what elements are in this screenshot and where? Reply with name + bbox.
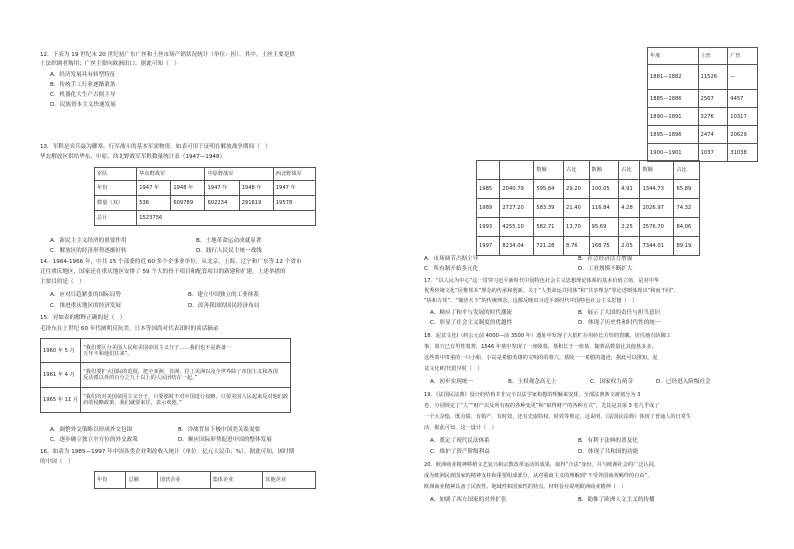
q13-year-cell: 1948 年 (171, 181, 205, 196)
q17-option-a: A．顺应了和平与发展的时代潮流 (430, 310, 513, 316)
silk-period-cell: 1895—1896 (648, 126, 699, 144)
q14-option-a: A．应对日趋紧张的国际局势 (50, 292, 121, 298)
q19-stem-line2: 卷，分别规定了“人”“财产以及所有权的各种变更”和“取得财产的各种方式”，尤其是其第 3 卷几乎成了 (424, 403, 660, 409)
income-total: 8234.04 (500, 237, 534, 256)
q13-count-cell: 19578 (273, 196, 315, 211)
q18-stem-line1: 18．泥盆文化Ⅰ（约公元前 4000—前 3500 年）遗址中发现了大批贮存用砖长方形的窖藏，居住地有防御工 (424, 333, 671, 339)
q18-stem-line2: 事，墓穴已有男性墓葬，1546 年墓中发现了一座陵墓，墓积长于一座墓，随葬品数量比其他墓多多， (424, 344, 657, 350)
income-cell: 100.05 (589, 180, 619, 199)
q15-quote-line: “我们的对美国帝国主义分子，只要那时不对中国进行侵略，只要美国人民起来反对他们政 (83, 394, 289, 400)
q20-option-a: A．加剧了西方国家的对外扩张 (430, 497, 507, 503)
q15-option-d: D．顺应国际形势促进中国的整体发展 (178, 437, 272, 443)
q15-option-c: C．逐步确立独立全方位的外交政策 (50, 437, 138, 443)
q13-count-label: 数量（双） (95, 196, 137, 211)
income-th-blank (500, 161, 534, 180)
income-th-share: 占比 (619, 161, 640, 180)
silk-guangsi-cell: — (728, 65, 758, 90)
q17-stem-line2: 优秀传统文化“民惟邦本”理念的传承和创新。关于“人类命运共同体”和“共享理念”等论述则体现出“和而不同”、 (424, 288, 679, 294)
q12-option-b: B．传统手工行业逐渐萧条 (50, 82, 116, 88)
silk-th-guangsi: 广丝 (728, 48, 758, 65)
income-cell: 65.89 (674, 180, 700, 199)
q15-stem-line1: 15．对如表的解释正确的是（ ） (40, 315, 126, 321)
q13-year-cell: 1948 年 (239, 181, 273, 196)
q18-option-a: A．初步实现统一 (430, 379, 473, 385)
q19-option-c: C．维护了资产阶级利益 (430, 449, 490, 455)
q15-quote-line: 万年不和他们往来”。 (83, 350, 133, 357)
q17-stem-line3: “协和万邦”、“兼济天下”的传统理念，这都反映出习近平新时代中国特色社会主义思想（ ） (424, 298, 638, 304)
q13-year-cell: 1947 年 (273, 181, 315, 196)
q15-quote-cell (81, 388, 291, 413)
q13-th-east: 华东野战军 (137, 168, 205, 181)
income-th-amount: 数额 (640, 161, 674, 180)
q13-count-cell: 602234 (205, 196, 239, 211)
silk-trade-table (647, 47, 758, 162)
income-cell: 583.39 (534, 199, 564, 218)
q13-table-caption: 华北解放区供给华东、中原、西北野战军军鞋数量统计表（1947—1948） (40, 154, 226, 160)
income-cell: 2026.97 (640, 199, 674, 218)
income-cell: 8.76 (564, 237, 589, 256)
q16-stem-line1: 16．如表为 1985—1997 年中国各类企业利改收入统计（单位：亿元人民币；%）。据此可知，该时期 (40, 449, 295, 455)
q18-option-b: B．王权观念高无上 (508, 379, 557, 385)
q15-quote-line: “我们要扩大国际的范围，把全亚洲、非洲、拉丁美洲以及全世界除了帝国主义和各国 (83, 369, 278, 375)
q13-th-central: 中原野战军 (205, 168, 273, 181)
q16-income-table-header (94, 471, 316, 489)
q13-total-label: 总计 (95, 211, 137, 226)
q18-stem-line3: 这些墓中贵重的一只小船，小岛是希腊英雄的文明的的墓穴。墓陵一一希腊的遗迹，据此可以推知，泥 (424, 355, 658, 361)
q12-stem-line1: 12．下表为 19 世纪末 20 世纪初广东广丝和土丝市场产销状况统计（单位：担）。其中，土丝主要是供 (40, 52, 296, 58)
income-th-amount: 数额 (534, 161, 564, 180)
q14-stem-line1: 14．1964-1966 年，中共 15 个部委的近 60 多个企事业单位，从北京、上海、辽宁和广东等 12 个省市 (40, 259, 302, 265)
income-th-share: 占比 (564, 161, 589, 180)
silk-period-cell: 1885—1886 (648, 90, 699, 108)
income-cell: 4.91 (619, 180, 640, 199)
income-total: 2727.20 (500, 199, 534, 218)
income-year: 1993 (477, 218, 500, 237)
silk-tusi-cell: 11526 (698, 65, 728, 90)
income-cell: 2.25 (619, 218, 640, 237)
q13-year-label: 年份 (95, 181, 137, 196)
q17-option-d: D．体现了历史性和时代性的统一 (578, 320, 661, 326)
q16-th-collective: 集体企业 (210, 472, 263, 489)
income-cell: 721.28 (534, 237, 564, 256)
income-cell: 7344.01 (640, 237, 674, 256)
income-cell: 13.70 (564, 218, 589, 237)
q19-stem-line4: 活，据此可知，这一设计（ ） (424, 425, 497, 431)
q17-option-c: C．彰显了社会主义制度的优越性 (430, 320, 513, 326)
q17-stem-line1: 17．“以人民为中心”这一贯穿习近平新时代中国特色社会主义思想理论体系的基本价值立场，是对中华 (424, 278, 660, 284)
silk-tusi-cell: 2474 (698, 126, 728, 144)
silk-tusi-cell: 3276 (698, 108, 728, 126)
income-cell: 2.05 (619, 237, 640, 256)
q18-option-d: D．已经进入阶级社会 (656, 379, 711, 385)
q15-option-b: B．冷战背景下极中国美关系需要 (178, 427, 261, 433)
q13-year-cell: 1947 年 (205, 181, 239, 196)
income-cell: 84.06 (674, 218, 700, 237)
q20-option-b: B．助推了欧洲人文主义的传播 (578, 497, 655, 503)
silk-period-cell: 1900—1901 (648, 144, 699, 162)
q15-quote-cell (81, 339, 291, 363)
income-year: 1997 (477, 237, 500, 256)
income-cell: 21.40 (564, 199, 589, 218)
income-total: 2040.79 (500, 180, 534, 199)
q13-option-d: D．践行人民民主统一战线 (196, 248, 262, 254)
q20-stem-line3: 欧洲商业精神具备了民族性、地域性和国家性的特点。材料旨在说明欧洲商业精神（ ） (424, 484, 627, 490)
q14-option-c: C．推进重庆地区的经济发展 (50, 303, 122, 309)
silk-guangsi-cell: 31038 (728, 144, 758, 162)
q13-count-cell: 536 (137, 196, 171, 211)
silk-guangsi-cell: 20629 (728, 126, 758, 144)
q18-option-c: C．国家权力萌芽 (590, 379, 634, 385)
income-cell: 595.84 (534, 180, 564, 199)
silk-period-cell: 1881—1882 (648, 65, 699, 90)
silk-tusi-cell: 1037 (698, 144, 728, 162)
q15-date-cell: 1960 年 5 月 (41, 339, 81, 363)
income-year: 1989 (477, 199, 500, 218)
income-year: 1985 (477, 180, 500, 199)
q13-shoe-table (94, 167, 316, 226)
q13-year-cell: 1947 年 (137, 181, 171, 196)
income-cell: 3576.70 (640, 218, 674, 237)
income-th-amount: 数额 (589, 161, 619, 180)
q12-option-d: D．民族资本主义快速发展 (50, 102, 116, 108)
q13-option-b: B．土地革命运动成就显著 (196, 238, 262, 244)
silk-guangsi-cell: 10317 (728, 108, 758, 126)
q19-stem-line3: 一个大杂烩，既有债、有婚产、有时效，还有先取特权、时效等规定，这说明，《法国民法典》体现了普通人的日常生 (424, 414, 692, 420)
silk-th-tusi: 土丝 (698, 48, 728, 65)
q17-option-b: B．展示了大国的责任与担当意识 (578, 310, 661, 316)
q20-stem-line1: 20．欧洲商业精神移植文艺复兴和宗教改革运动的成果，取得“合法”身份，并与欧洲社会的广泛认同， (424, 462, 660, 468)
q12-option-a: A．经济发展具有转型特征 (50, 72, 116, 78)
q13-stem-line1: 13．军鞋是宾兵最为御寒、行军战斗的基本军需物资。如表可用于证明在解放战争期间（ ） (40, 144, 271, 150)
income-cell: 116.84 (589, 199, 619, 218)
income-cell: 168.75 (589, 237, 619, 256)
q16-option-c: C．所有制开始多元化 (424, 266, 479, 272)
q14-stem-line2: 迁往重庆地区，国家还在重庆地区安排了 59 个大的骨干项目和配套项目的新建和扩建。上述举措的 (40, 269, 286, 275)
q16-option-d: D．工业规模不断扩大 (578, 266, 633, 272)
q12-option-c: C．机器化大生产占据主导 (50, 92, 116, 98)
q16-stem-line2: 的中国（ ） (40, 459, 74, 465)
q19-option-b: B．有利于法典的普及化 (578, 438, 638, 444)
q15-quote-table (40, 338, 291, 413)
q18-stem-line4: 盆文化Ⅰ时代很早时（ ） (424, 366, 483, 372)
q16-option-b: B．社会经济活力增强 (578, 256, 633, 262)
income-total: 4255.10 (500, 218, 534, 237)
q13-th-west: 西北野战军 (273, 168, 315, 181)
q13-option-c: C．解放区的经济形势逐渐好转 (50, 248, 127, 254)
q19-stem-line1: 19．《法国民法典》设计的结构并非完全以法学家构想的理解来安排，全部法典条文被划分为 3 (424, 392, 641, 398)
q13-total-value: 1523756 (137, 211, 316, 226)
q15-quote-cell (81, 363, 291, 388)
q16-th-total: 总额 (126, 472, 157, 489)
q16-th-year: 年份 (95, 472, 126, 489)
q15-date-cell: 1961 年 4 月 (41, 363, 81, 388)
income-th-blank (477, 161, 500, 180)
q16-option-a: A．市场调节占据主导 (424, 256, 479, 262)
q13-count-cell: 291619 (239, 196, 273, 211)
q15-quote-line: 反动派以外的百分之九十以上的人民团结在一起。” (83, 375, 198, 381)
q14-option-b: B．建立中国独立的工业体系 (188, 292, 259, 298)
q19-option-a: A．奠定了现代民法体系 (430, 438, 490, 444)
q16-income-table (476, 160, 700, 256)
income-cell: 582.71 (534, 218, 564, 237)
income-cell: 74.32 (674, 199, 700, 218)
income-cell: 1344.73 (640, 180, 674, 199)
silk-guangsi-cell: 4457 (728, 90, 758, 108)
q15-option-a: A．调整外交策略以形成外交包围 (50, 427, 133, 433)
q20-stem-line2: 成为欧洲民族国家的精神支柱和重要组成部分，从对重商主义的理解到“不受外国商务羁绊的自由”， (424, 473, 653, 479)
q19-option-d: D．体现了共和国的功能 (578, 449, 639, 455)
q12-stem-line2: 土法织绸者购用；广丝主要向欧洲出口。据此可知（ ） (40, 61, 180, 67)
income-cell: 95.69 (589, 218, 619, 237)
q14-stem-line3: 主要目的是（ ） (40, 279, 85, 285)
q14-option-d: D．改善我国的国民经济布局 (188, 303, 260, 309)
q15-quote-line: “我们要区分美国人民和美国帝国主义分子……我们也不是准备一 (83, 344, 232, 351)
income-cell: 29.20 (564, 180, 589, 199)
q13-count-cell: 609789 (171, 196, 205, 211)
q13-option-a: A．新民主主义经济的重要作用 (50, 238, 127, 244)
q16-th-other: 其他企业 (263, 472, 316, 489)
silk-tusi-cell: 2567 (698, 90, 728, 108)
q13-th-army: 军队 (95, 168, 137, 181)
q15-quote-line: 府的侵略政策，我们就要来往，表示欢迎。” (83, 400, 182, 406)
income-cell: 4.28 (619, 199, 640, 218)
silk-period-cell: 1890—1891 (648, 108, 699, 126)
q16-th-state: 国营企业 (157, 472, 210, 489)
q15-table-caption: 毛泽东在上世纪 60 年代阐明反抗美、日本等国尚对代表团时的谈话摘录 (40, 326, 219, 332)
income-th-share: 占比 (674, 161, 700, 180)
q15-date-cell: 1965 年 11 月 (41, 388, 81, 413)
income-cell: 89.19 (674, 237, 700, 256)
silk-th-period: 年度 (648, 48, 699, 65)
